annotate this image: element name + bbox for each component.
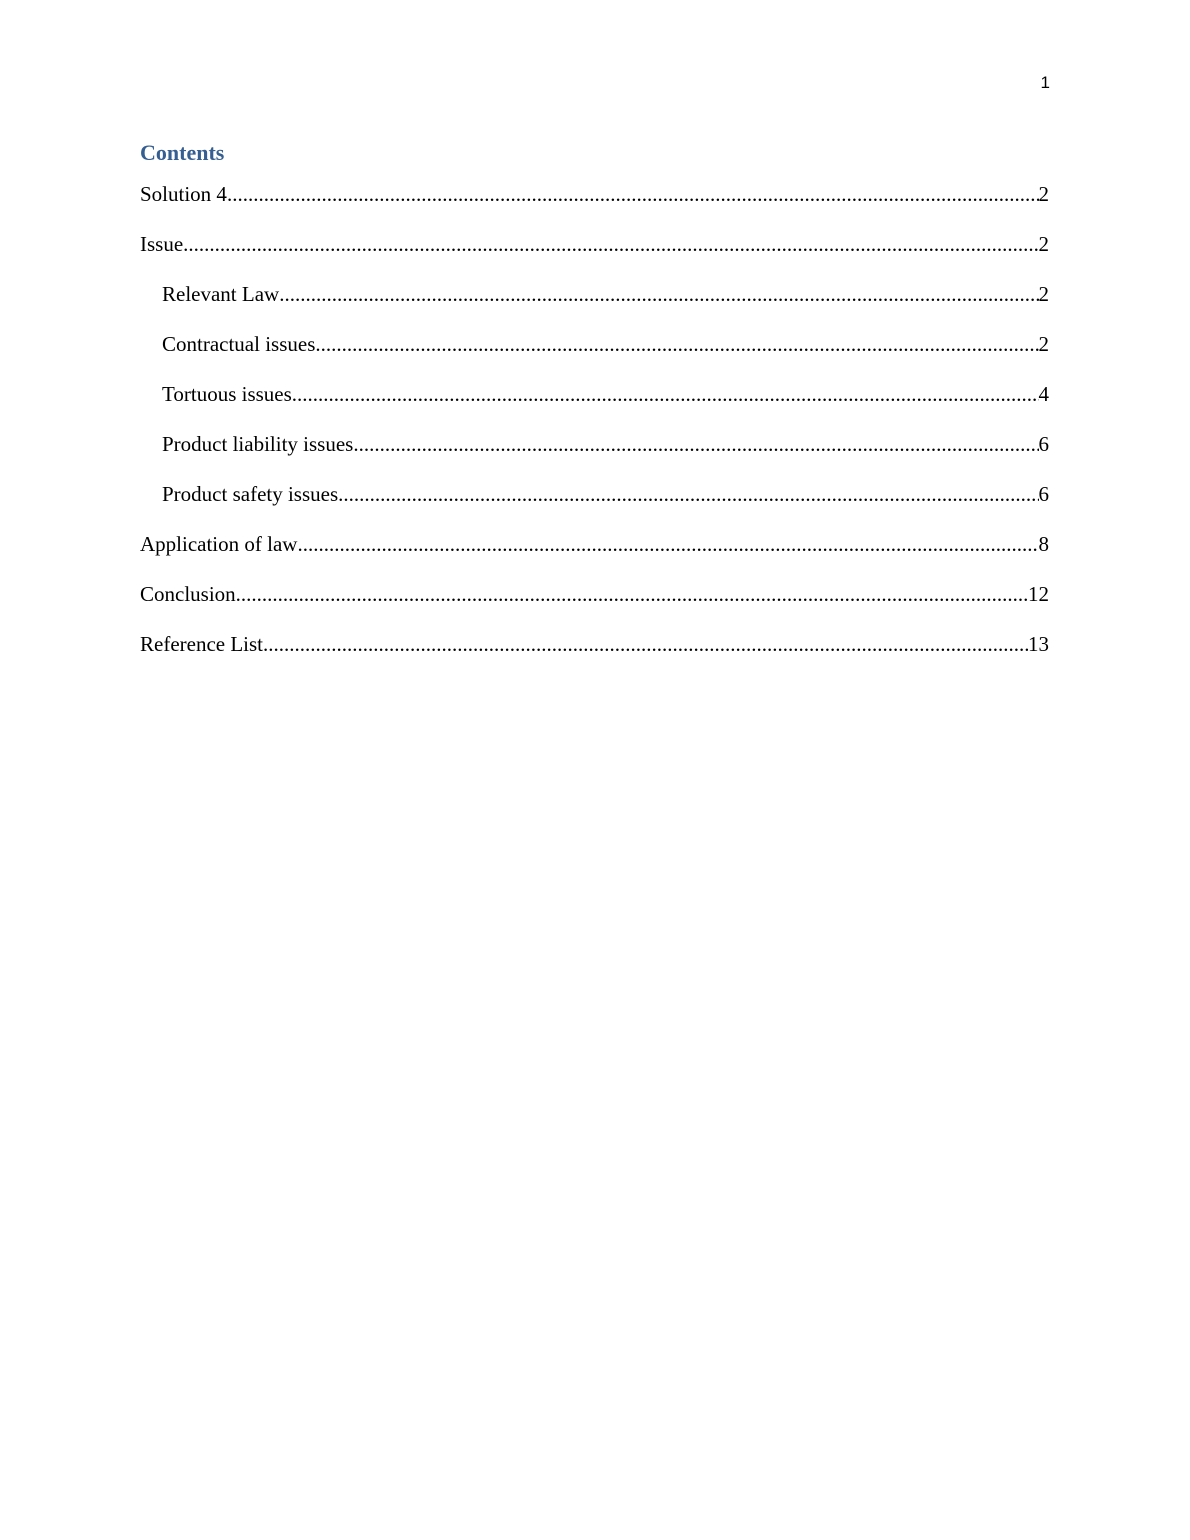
toc-entry-title: Solution 4 bbox=[140, 182, 227, 206]
toc-dot-leader bbox=[315, 330, 1038, 358]
toc-entry-issue[interactable] bbox=[140, 230, 1049, 280]
toc-entry-reference-list[interactable] bbox=[140, 630, 1049, 680]
toc-entry-page: 13 bbox=[1028, 632, 1049, 656]
toc-dot-leader bbox=[338, 480, 1038, 508]
toc-dot-leader bbox=[292, 380, 1039, 408]
toc-entry-product-liability-issues[interactable] bbox=[140, 430, 1049, 480]
toc-entry-page: 12 bbox=[1028, 582, 1049, 606]
toc-dot-leader bbox=[263, 630, 1028, 658]
toc-entry-page: 2 bbox=[1038, 332, 1049, 356]
toc-entry-title: Issue bbox=[140, 232, 184, 256]
toc-entry-title: Conclusion bbox=[140, 582, 236, 606]
toc-dot-leader bbox=[353, 430, 1038, 458]
page-number: 1 bbox=[1040, 73, 1050, 92]
toc-entry-title: Product liability issues bbox=[162, 432, 354, 456]
toc-entry-title: Reference List bbox=[140, 632, 264, 656]
toc-entry-product-safety-issues[interactable] bbox=[140, 480, 1049, 530]
toc-entry-title: Contractual issues bbox=[162, 332, 316, 356]
toc-entry-relevant-law[interactable] bbox=[140, 280, 1049, 330]
toc-dot-leader bbox=[236, 580, 1028, 608]
table-of-contents bbox=[140, 180, 1049, 680]
toc-entry-title: Tortuous issues bbox=[162, 382, 292, 406]
toc-dot-leader bbox=[279, 280, 1038, 308]
toc-entry-application-of-law[interactable] bbox=[140, 530, 1049, 580]
toc-entry-contractual-issues[interactable] bbox=[140, 330, 1049, 380]
toc-entry-solution-4[interactable] bbox=[140, 180, 1049, 230]
toc-entry-page: 4 bbox=[1038, 382, 1049, 406]
toc-entry-title: Application of law bbox=[140, 532, 298, 556]
toc-dot-leader bbox=[297, 530, 1038, 558]
toc-entry-conclusion[interactable] bbox=[140, 580, 1049, 630]
toc-entry-title: Relevant Law bbox=[162, 282, 280, 306]
toc-entry-page: 6 bbox=[1038, 432, 1049, 456]
toc-entry-page: 2 bbox=[1038, 232, 1049, 256]
toc-entry-title: Product safety issues bbox=[162, 482, 339, 506]
toc-heading: Contents bbox=[140, 140, 225, 165]
toc-entry-page: 8 bbox=[1038, 532, 1049, 556]
toc-entry-page: 2 bbox=[1038, 282, 1049, 306]
toc-entry-page: 2 bbox=[1038, 182, 1049, 206]
toc-dot-leader bbox=[183, 230, 1038, 258]
toc-dot-leader bbox=[227, 180, 1039, 208]
toc-entry-page: 6 bbox=[1038, 482, 1049, 506]
toc-entry-tortuous-issues[interactable] bbox=[140, 380, 1049, 430]
